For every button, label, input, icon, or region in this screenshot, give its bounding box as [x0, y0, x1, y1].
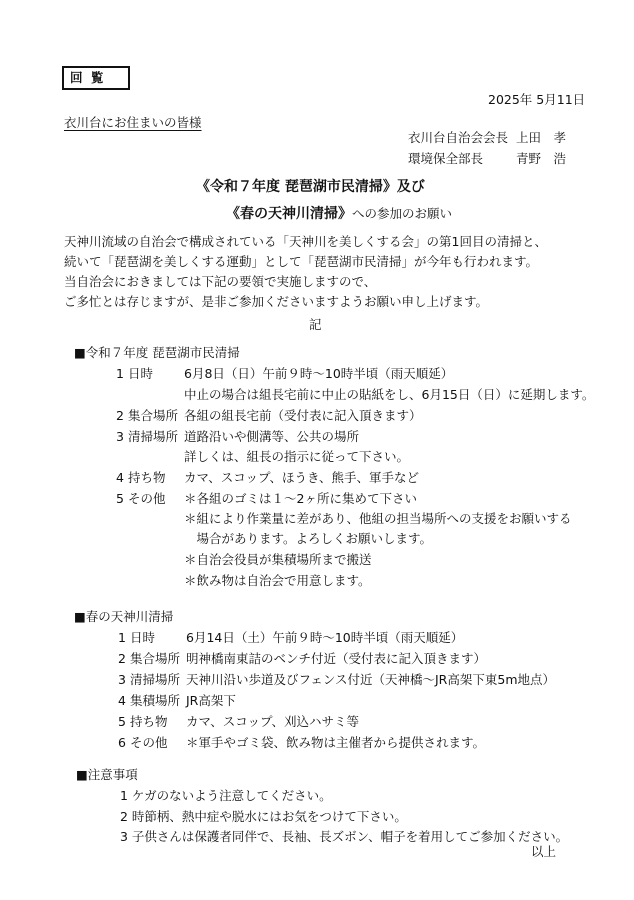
sender-1-name: 上田 孝: [516, 130, 567, 145]
title-line-1: 《令和７年度 琵琶湖市民清掃》及び: [196, 179, 425, 195]
s1-item-5-line-2: ＊組により作業量に差があり、他組の担当場所への支援をお願いする: [184, 511, 572, 526]
note-3: 3 子供さんは保護者同伴で、長袖、長ズボン、帽子を着用してご参加ください。: [120, 829, 569, 844]
notes-heading: ■注意事項: [76, 767, 138, 782]
s2-item-3-line-1: 天神川沿い歩道及びフェンス付近（天神橋～JR高架下東5m地点）: [186, 672, 556, 687]
intro-line-2: 続いて「琵琶湖を美しくする運動」として「琵琶湖市民清掃」が今年も行われます。: [64, 254, 539, 269]
intro-line-4: ご多忙とは存じますが、是非ご参加くださいますようお願い申し上げます。: [64, 294, 489, 309]
intro-line-3: 当自治会におきましては下記の要領で実施しますので、: [64, 274, 377, 289]
addressee: 衣川台にお住まいの皆様: [64, 115, 202, 130]
s1-item-2-line-1: 各組の組長宅前（受付表に記入頂きます）: [184, 408, 422, 423]
s1-item-5-line-5: ＊飲み物は自治会で用意します。: [184, 573, 371, 588]
note-2: 2 時節柄、熱中症や脱水にはお気をつけて下さい。: [120, 809, 407, 824]
title-line-2: [226, 203, 452, 223]
section-2-heading: ■春の天神川清掃: [74, 609, 174, 624]
note-1: 1 ケガのないよう注意してください。: [120, 788, 332, 803]
title-line-2-main: 《春の天神川清掃》: [226, 206, 352, 222]
s2-item-5-line-1: カマ、スコップ、刈込ハサミ等: [186, 714, 360, 729]
sender-2-role: 環境保全部長: [408, 151, 484, 166]
s2-item-1-line-1: 6月14日（土）午前９時～10時半頃（雨天順延）: [186, 630, 464, 645]
circular-document: 回 覧 2025年 5月11日 衣川台にお住まいの皆様 衣川台自治会会長 上田 孝 環境保全部長 青野 浩 《令和７年度 琵琶湖市民清掃》及び 《春の天神川清掃》への参加のお願い 天神川流域の自治会で構成されている「天神川を美しくする会」の第1回目の清掃と、 続いて「琵琶湖を美しくする運動」として「琵琶湖市民清掃」が今年も行われます。 当自治会におきましては下記の要領で実施しますので、 ご多忙とは存じますが、是非ご参加くださいますようお願い申し上げます。 記 ■令和７年度 琵琶湖市民清掃 1 日時 6月8日（日）午前９時～10時半頃（雨天順延） 中止の場合は組長宅前に中止の貼紙をし、6月15日（日）に延期します。 2 集合場所 各組の組長宅前（受付表に記入頂きます） 3 清掃場所 道路沿いや側溝等、公共の場所 詳しくは、組長の指示に従って下さい。 4 持ち物 カマ、スコップ、ほうき、熊手、軍手など 5 その他 ＊各組のゴミは１～2ヶ所に集めて下さい ＊組により作業量に差があり、他組の担当場所への支援をお願いする 場合があります。よろしくお願いします。 ＊自治会役員が集積場所まで搬送 ＊飲み物は自治会で用意します。 ■春の天神川清掃 1 日時 6月14日（土）午前９時～10時半頃（雨天順延） 2 集合場所 明神橋南東詰のベンチ付近（受付表に記入頂きます） 3 清掃場所 天神川沿い歩道及びフェンス付近（天神橋～JR高架下東5m地点） 4 集積場所 JR高架下 5 持ち物 カマ、スコップ、刈込ハサミ等 6 その他 ＊軍手やゴミ袋、飲み物は主催者から提供されます。 ■注意事項 1 ケガのないよう注意してください。 2 時節柄、熱中症や脱水にはお気をつけて下さい。 3 子供さんは保護者同伴で、長袖、長ズボン、帽子を着用してご参加ください。 以上: [0, 0, 634, 900]
closing-ijo: 以上: [531, 844, 557, 859]
sender-2-name: 青野 浩: [516, 151, 567, 166]
section-1-heading: ■令和７年度 琵琶湖市民清掃: [74, 345, 240, 360]
title-line-2-tail: への参加のお願い: [352, 206, 453, 221]
sender-1-role: 衣川台自治会会長: [408, 130, 509, 145]
s2-item-4-line-1: JR高架下: [186, 693, 236, 708]
ki-marker: 記: [309, 317, 322, 332]
s1-item-4-line-1: カマ、スコップ、ほうき、熊手、軍手など: [184, 470, 420, 485]
s1-item-5-line-4: ＊自治会役員が集積場所まで搬送: [184, 552, 372, 567]
s1-item-3-line-1: 道路沿いや側溝等、公共の場所: [184, 429, 360, 444]
s2-item-6-line-1: ＊軍手やゴミ袋、飲み物は主催者から提供されます。: [186, 735, 486, 750]
s2-item-2-line-1: 明神橋南東詰のベンチ付近（受付表に記入頂きます）: [186, 651, 487, 666]
issue-date: 2025年 5月11日: [488, 92, 586, 107]
s1-item-3-line-2: 詳しくは、組長の指示に従って下さい。: [184, 449, 410, 464]
intro-line-1: 天神川流域の自治会で構成されている「天神川を美しくする会」の第1回目の清掃と、: [64, 234, 547, 249]
s1-item-1-line-2: 中止の場合は組長宅前に中止の貼紙をし、6月15日（日）に延期します。: [184, 387, 595, 402]
circulation-stamp: 回 覧: [62, 66, 130, 90]
s1-item-5-line-3: 場合があります。よろしくお願いします。: [184, 531, 433, 546]
s1-item-1-line-1: 6月8日（日）午前９時～10時半頃（雨天順延）: [184, 366, 454, 381]
s1-item-5-line-1: ＊各組のゴミは１～2ヶ所に集めて下さい: [184, 491, 417, 506]
